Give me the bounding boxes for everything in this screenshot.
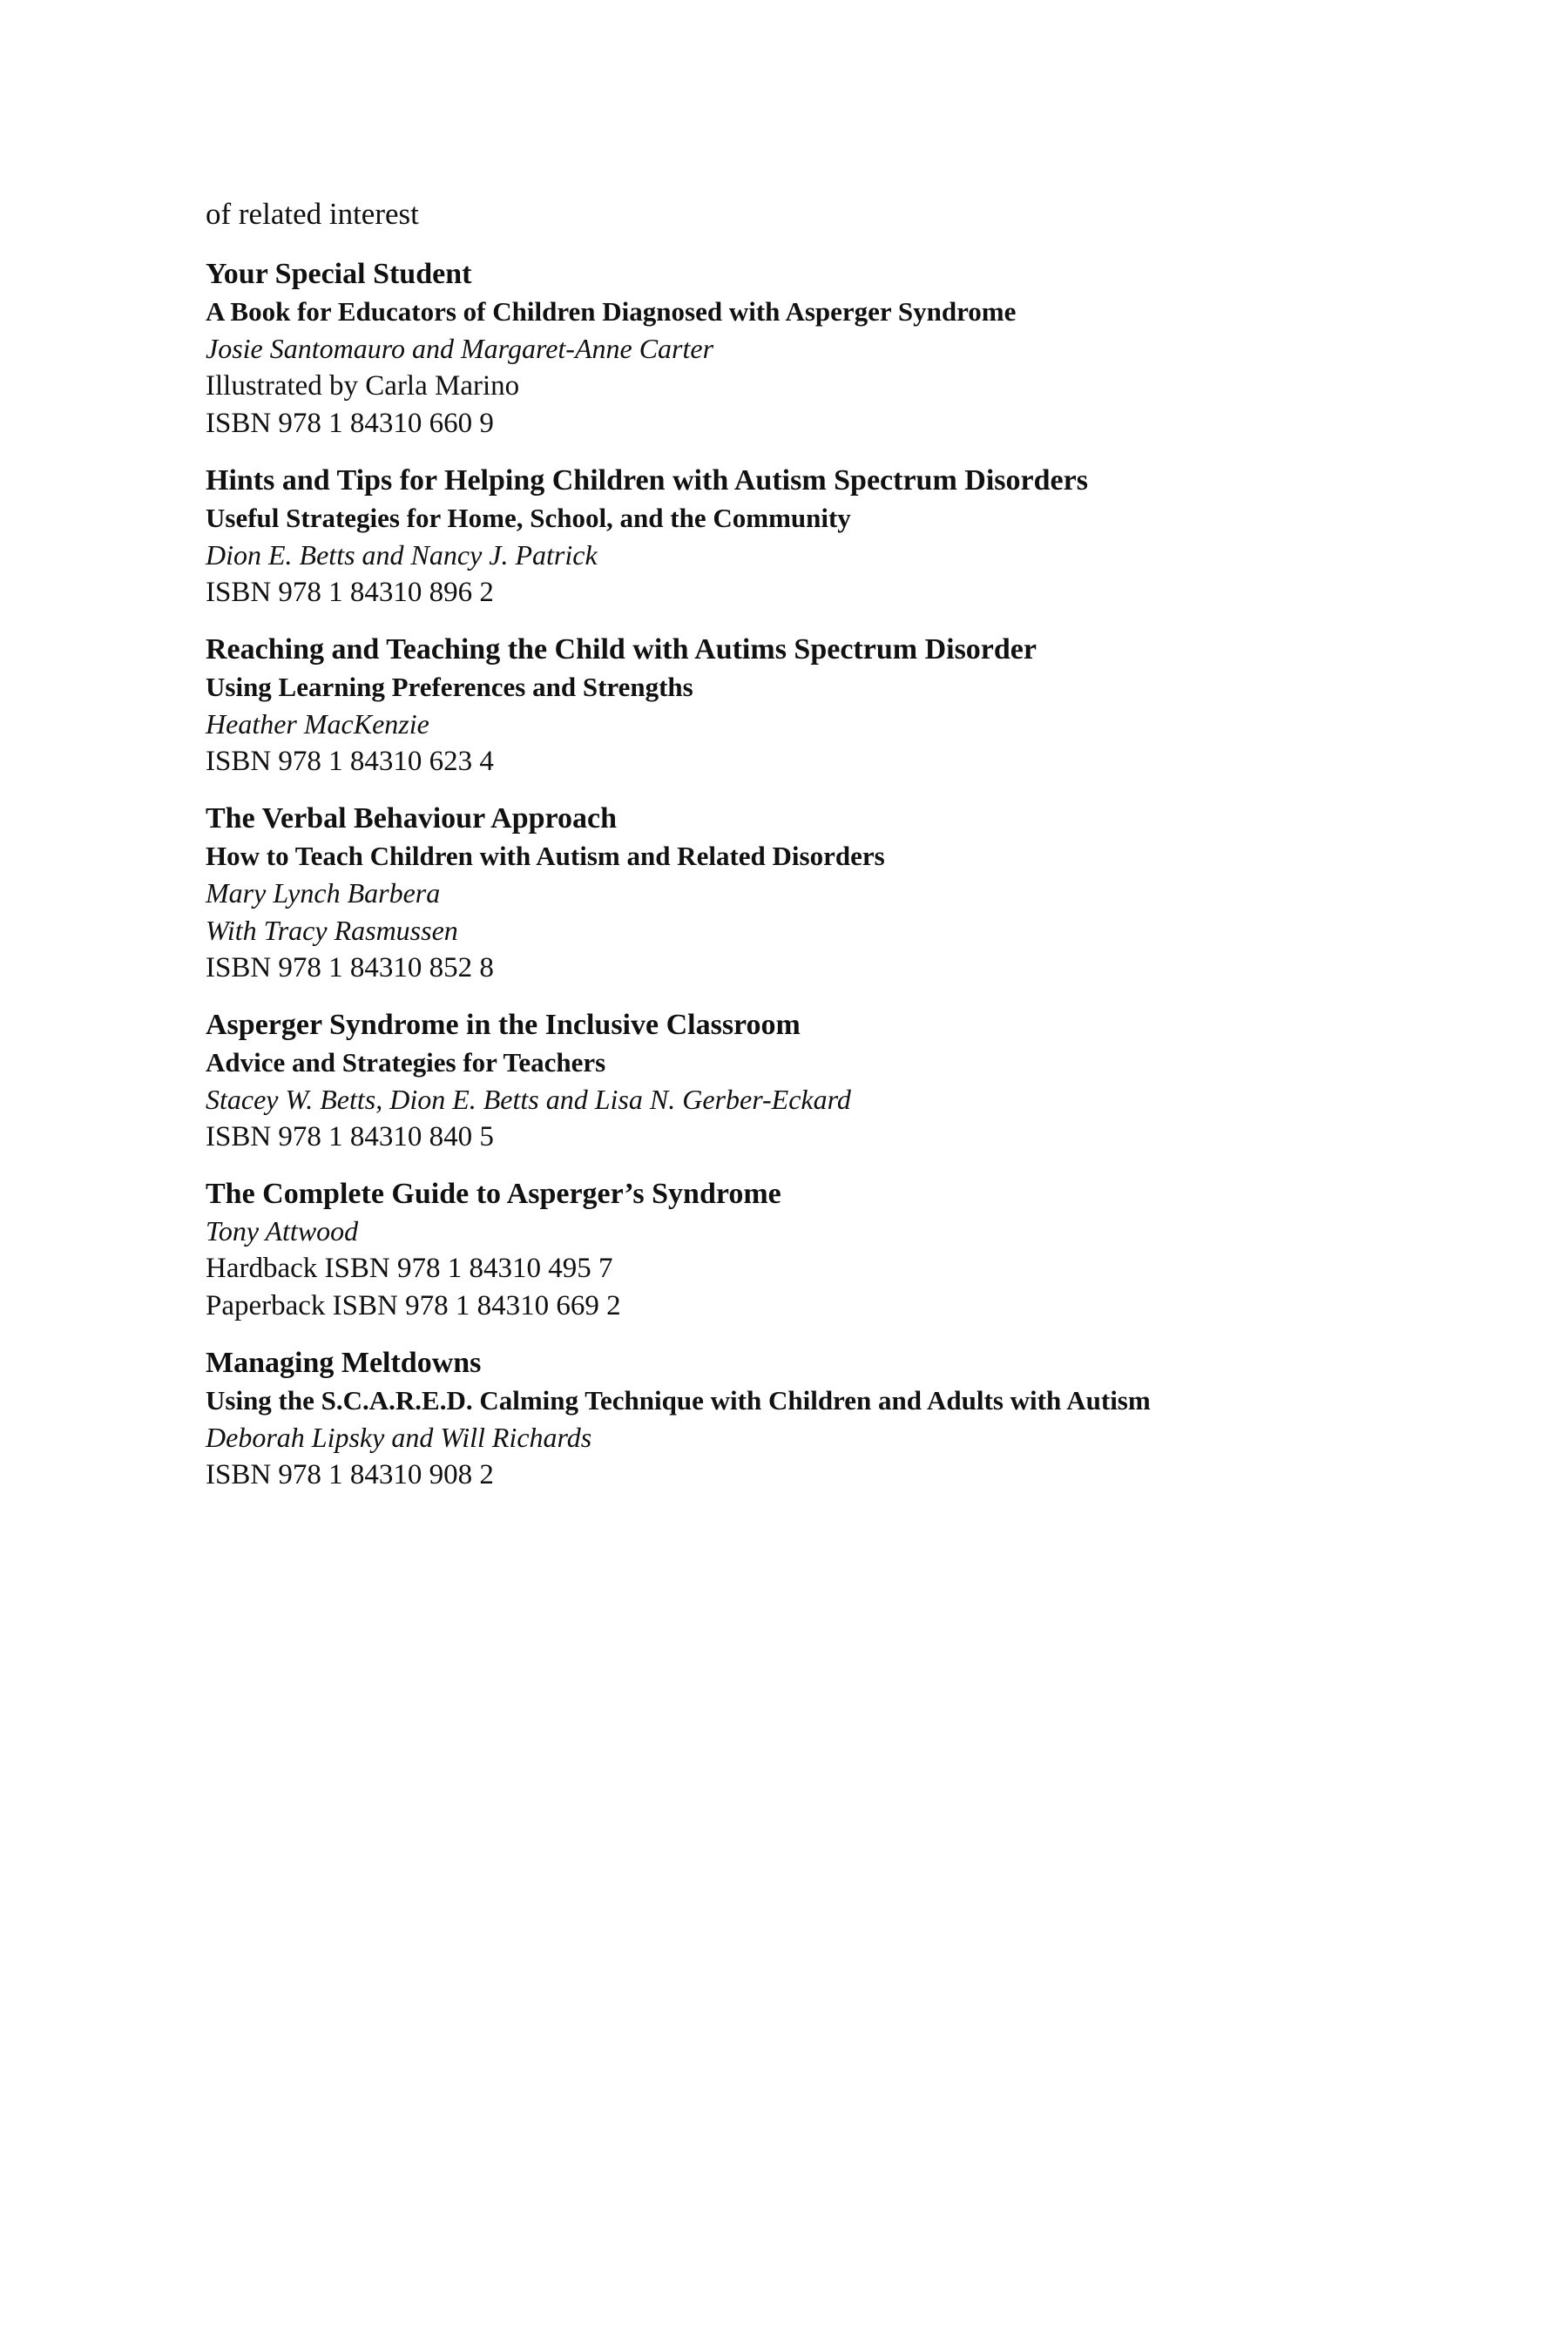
book-author: Josie Santomauro and Margaret-Anne Carter bbox=[206, 333, 714, 364]
book-title: Reaching and Teaching the Child with Autims Spectrum Disorder bbox=[206, 633, 1037, 666]
book-author: With Tracy Rasmussen bbox=[206, 915, 458, 946]
book-subtitle: Using Learning Preferences and Strengths bbox=[206, 672, 693, 702]
book-subtitle: A Book for Educators of Children Diagnosed with Asperger Syndrome bbox=[206, 296, 1017, 327]
book-author: Deborah Lipsky and Will Richards bbox=[206, 1422, 592, 1453]
related-titles-page bbox=[206, 196, 1495, 1513]
book-author: Heather MacKenzie bbox=[206, 708, 429, 740]
book-title: Hints and Tips for Helping Children with Autism Spectrum Disorders bbox=[206, 464, 1088, 497]
book-subtitle: Useful Strategies for Home, School, and the Community bbox=[206, 503, 851, 533]
book-detail: ISBN 978 1 84310 840 5 bbox=[206, 1121, 494, 1152]
book-entry bbox=[206, 255, 1495, 443]
book-title: The Complete Guide to Asperger’s Syndrome bbox=[206, 1178, 781, 1210]
book-list bbox=[206, 255, 1495, 1494]
book-title: Asperger Syndrome in the Inclusive Classroom bbox=[206, 1009, 801, 1041]
book-title: The Verbal Behaviour Approach bbox=[206, 802, 618, 835]
page-heading: of related interest bbox=[206, 197, 419, 231]
book-detail: ISBN 978 1 84310 852 8 bbox=[206, 952, 494, 983]
book-detail: ISBN 978 1 84310 908 2 bbox=[206, 1459, 494, 1490]
book-detail: Illustrated by Carla Marino bbox=[206, 370, 520, 402]
book-detail: ISBN 978 1 84310 896 2 bbox=[206, 577, 494, 608]
book-entry bbox=[206, 462, 1495, 612]
book-entry bbox=[206, 1175, 1495, 1325]
book-author: Stacey W. Betts, Dion E. Betts and Lisa N. Gerber-Eckard bbox=[206, 1084, 851, 1115]
book-title: Managing Meltdowns bbox=[206, 1347, 482, 1379]
book-title: Your Special Student bbox=[206, 258, 472, 290]
book-subtitle: Using the S.C.A.R.E.D. Calming Technique with Children and Adults with Autism bbox=[206, 1385, 1151, 1416]
book-author: Tony Attwood bbox=[206, 1215, 359, 1247]
book-subtitle: Advice and Strategies for Teachers bbox=[206, 1047, 606, 1078]
book-subtitle: How to Teach Children with Autism and Related Disorders bbox=[206, 841, 885, 871]
book-entry bbox=[206, 1344, 1495, 1494]
book-detail: ISBN 978 1 84310 660 9 bbox=[206, 408, 494, 439]
book-author: Mary Lynch Barbera bbox=[206, 877, 441, 909]
book-detail: Hardback ISBN 978 1 84310 495 7 bbox=[206, 1253, 613, 1284]
book-entry bbox=[206, 1006, 1495, 1156]
book-detail: ISBN 978 1 84310 623 4 bbox=[206, 746, 494, 777]
book-author: Dion E. Betts and Nancy J. Patrick bbox=[206, 539, 598, 571]
book-entry bbox=[206, 631, 1495, 781]
book-detail: Paperback ISBN 978 1 84310 669 2 bbox=[206, 1290, 621, 1321]
book-entry bbox=[206, 800, 1495, 987]
